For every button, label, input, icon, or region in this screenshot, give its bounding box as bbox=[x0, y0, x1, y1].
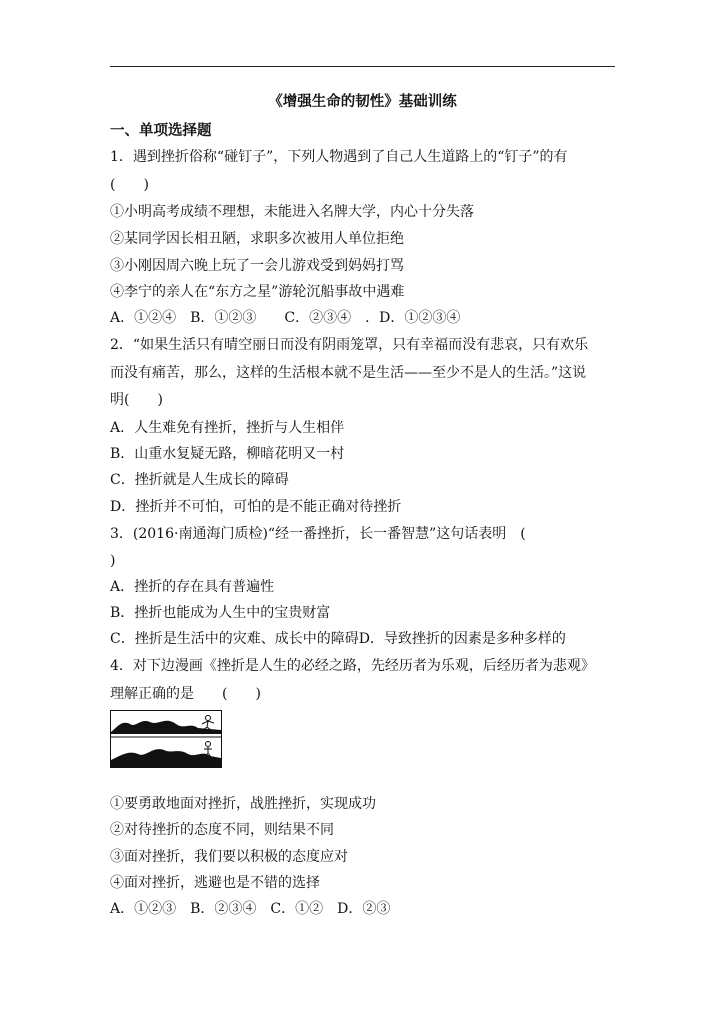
q1-item-1: ①小明高考成绩不理想，未能进入名牌大学，内心十分失落 bbox=[110, 204, 474, 220]
q2-option-c: C．挫折就是人生成长的障碍 bbox=[110, 472, 289, 488]
q2-stem-line3: 明( ) bbox=[110, 392, 163, 408]
cartoon-image bbox=[110, 710, 222, 768]
q2-stem-line2: 而没有痛苦，那么，这样的生活根本就不是生活——至少不是人的生活。”这说 bbox=[110, 365, 587, 381]
q3-stem-line2: ) bbox=[110, 553, 116, 569]
cartoon-drawing bbox=[110, 710, 222, 768]
q1-item-3: ③小刚因周六晚上玩了一会儿游戏受到妈妈打骂 bbox=[110, 258, 404, 274]
q2-option-d: D．挫折并不可怕，可怕的是不能正确对待挫折 bbox=[110, 499, 402, 515]
document-title: 《增强生命的韧性》基础训练 bbox=[268, 94, 457, 110]
q3-option-b: B．挫折也能成为人生中的宝贵财富 bbox=[110, 605, 331, 621]
q1-item-2: ②某同学因长相丑陋，求职多次被用人单位拒绝 bbox=[110, 231, 404, 247]
q4-item-1: ①要勇敢地面对挫折，战胜挫折，实现成功 bbox=[110, 796, 376, 812]
header-rule bbox=[110, 66, 615, 67]
q2-option-b: B．山重水复疑无路，柳暗花明又一村 bbox=[110, 446, 345, 462]
q2-option-a: A．人生难免有挫折，挫折与人生相伴 bbox=[110, 420, 345, 436]
q4-item-3: ③面对挫折，我们要以积极的态度应对 bbox=[110, 849, 348, 865]
q4-stem-line1: 4．对下边漫画《挫折是人生的必经之路，先经历者为乐观，后经历者为悲观》 bbox=[110, 658, 595, 674]
q4-stem-line2: 理解正确的是 ( ) bbox=[110, 686, 261, 702]
q4-item-4: ④面对挫折，逃避也是不错的选择 bbox=[110, 875, 320, 891]
q1-item-4: ④李宁的亲人在“东方之星”游轮沉船事故中遇难 bbox=[110, 284, 405, 300]
section-heading: 一、单项选择题 bbox=[110, 123, 212, 139]
q4-item-2: ②对待挫折的态度不同，则结果不同 bbox=[110, 822, 334, 838]
q1-stem-line2: ( ) bbox=[110, 177, 149, 193]
q3-option-cd: C．挫折是生活中的灾难、成长中的障碍D．导致挫折的因素是多种多样的 bbox=[110, 631, 566, 647]
q3-stem-line1: 3．(2016·南通海门质检)“经一番挫折，长一番智慧”这句话表明 ( bbox=[110, 526, 526, 542]
q3-option-a: A．挫折的存在具有普遍性 bbox=[110, 579, 275, 595]
q1-options: A．①②④ B．①②③ C．②③④ ．D．①②③④ bbox=[110, 310, 461, 326]
q1-stem-line1: 1．遇到挫折俗称“碰钉子”，下列人物遇到了自己人生道路上的“钉子”的有 bbox=[110, 149, 568, 165]
q4-options: A．①②③ B．②③④ C．①② D．②③ bbox=[110, 901, 391, 917]
q2-stem-line1: 2．“如果生活只有晴空丽日而没有阴雨笼罩，只有幸福而没有悲哀，只有欢乐 bbox=[110, 337, 589, 353]
